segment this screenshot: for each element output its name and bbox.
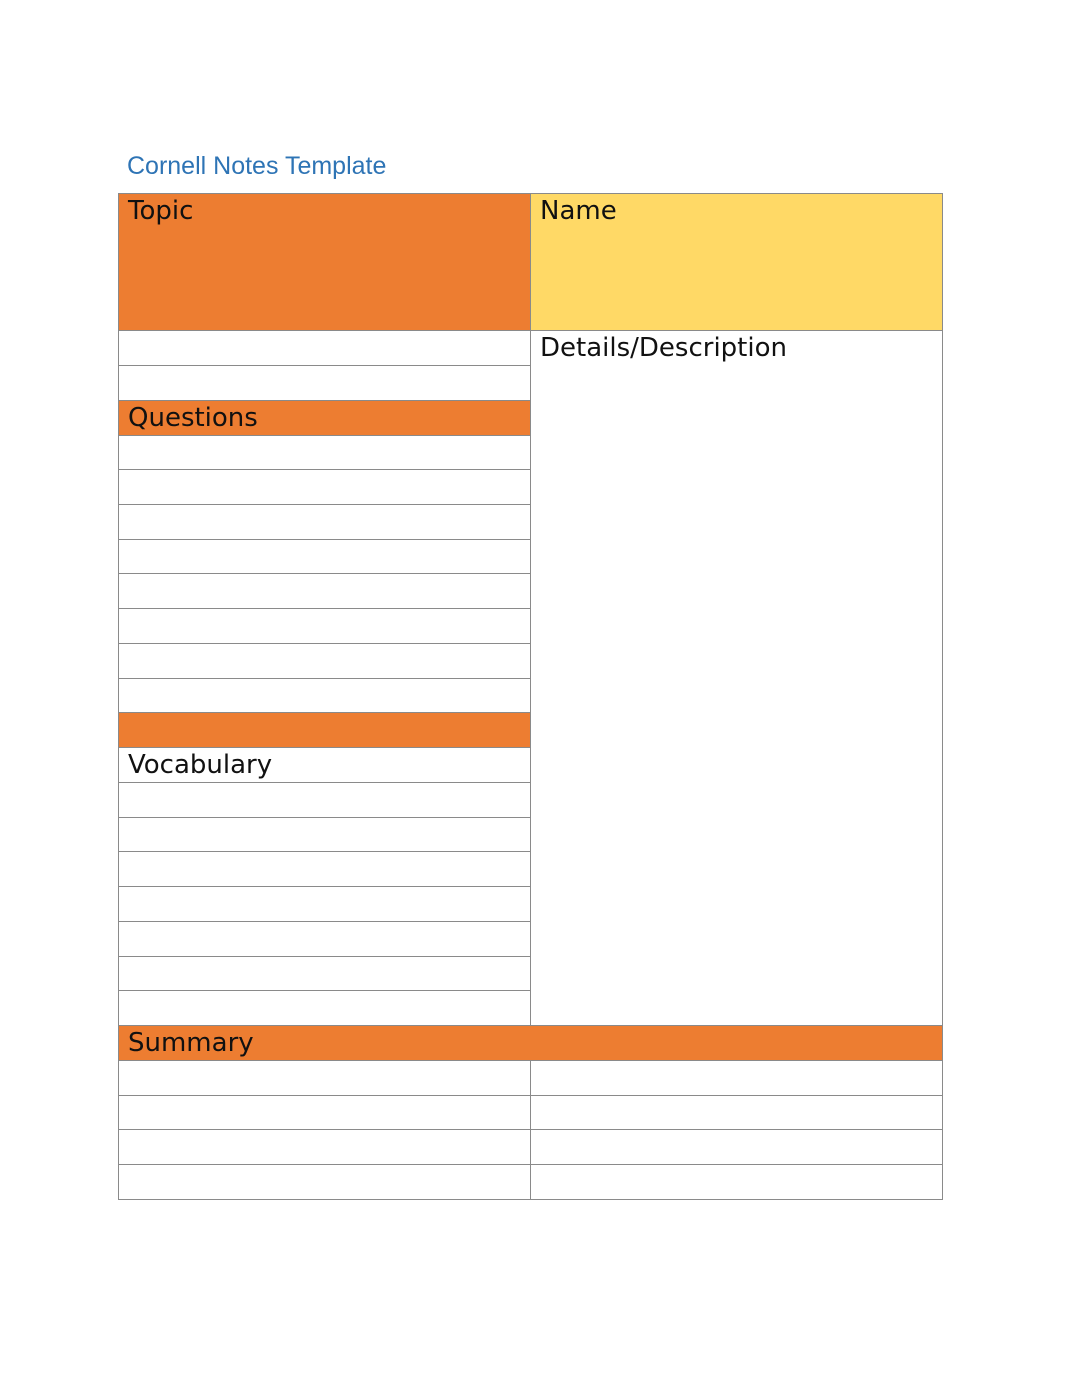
question-row-1[interactable]: [118, 435, 531, 471]
summary-row-3-left[interactable]: [118, 1129, 531, 1165]
question-row-5[interactable]: [118, 573, 531, 609]
question-row-4[interactable]: [118, 539, 531, 575]
details-label: Details/Description: [540, 333, 787, 363]
question-row-8[interactable]: [118, 678, 531, 714]
page-title: Cornell Notes Template: [127, 152, 387, 180]
cue-row-1[interactable]: [118, 330, 531, 366]
summary-row-3-right[interactable]: [530, 1129, 943, 1165]
vocabulary-row-2[interactable]: [118, 817, 531, 853]
cue-row-2[interactable]: [118, 365, 531, 401]
summary-row-2-left[interactable]: [118, 1095, 531, 1131]
summary-label: Summary: [128, 1028, 254, 1058]
summary-row-1-left[interactable]: [118, 1060, 531, 1096]
vocabulary-header: [118, 747, 531, 783]
vocabulary-row-5[interactable]: [118, 921, 531, 957]
question-row-6[interactable]: [118, 608, 531, 644]
summary-header: [118, 1025, 943, 1061]
vocabulary-row-4[interactable]: [118, 886, 531, 922]
name-label: Name: [540, 196, 617, 226]
question-row-3[interactable]: [118, 504, 531, 540]
topic-field[interactable]: [118, 193, 531, 331]
vocabulary-row-6[interactable]: [118, 956, 531, 992]
questions-header: [118, 400, 531, 436]
vocabulary-label: Vocabulary: [128, 750, 273, 780]
summary-row-4-right[interactable]: [530, 1164, 943, 1200]
summary-row-2-right[interactable]: [530, 1095, 943, 1131]
questions-label: Questions: [128, 403, 258, 433]
question-row-7[interactable]: [118, 643, 531, 679]
details-field[interactable]: [530, 330, 943, 1026]
vocabulary-row-3[interactable]: [118, 851, 531, 887]
divider-band: [118, 712, 531, 748]
vocabulary-row-1[interactable]: [118, 782, 531, 818]
question-row-2[interactable]: [118, 469, 531, 505]
cornell-notes-grid: [118, 193, 943, 1200]
summary-row-4-left[interactable]: [118, 1164, 531, 1200]
vocabulary-row-7[interactable]: [118, 990, 531, 1026]
topic-label: Topic: [128, 196, 194, 226]
summary-row-1-right[interactable]: [530, 1060, 943, 1096]
name-field[interactable]: [530, 193, 943, 331]
